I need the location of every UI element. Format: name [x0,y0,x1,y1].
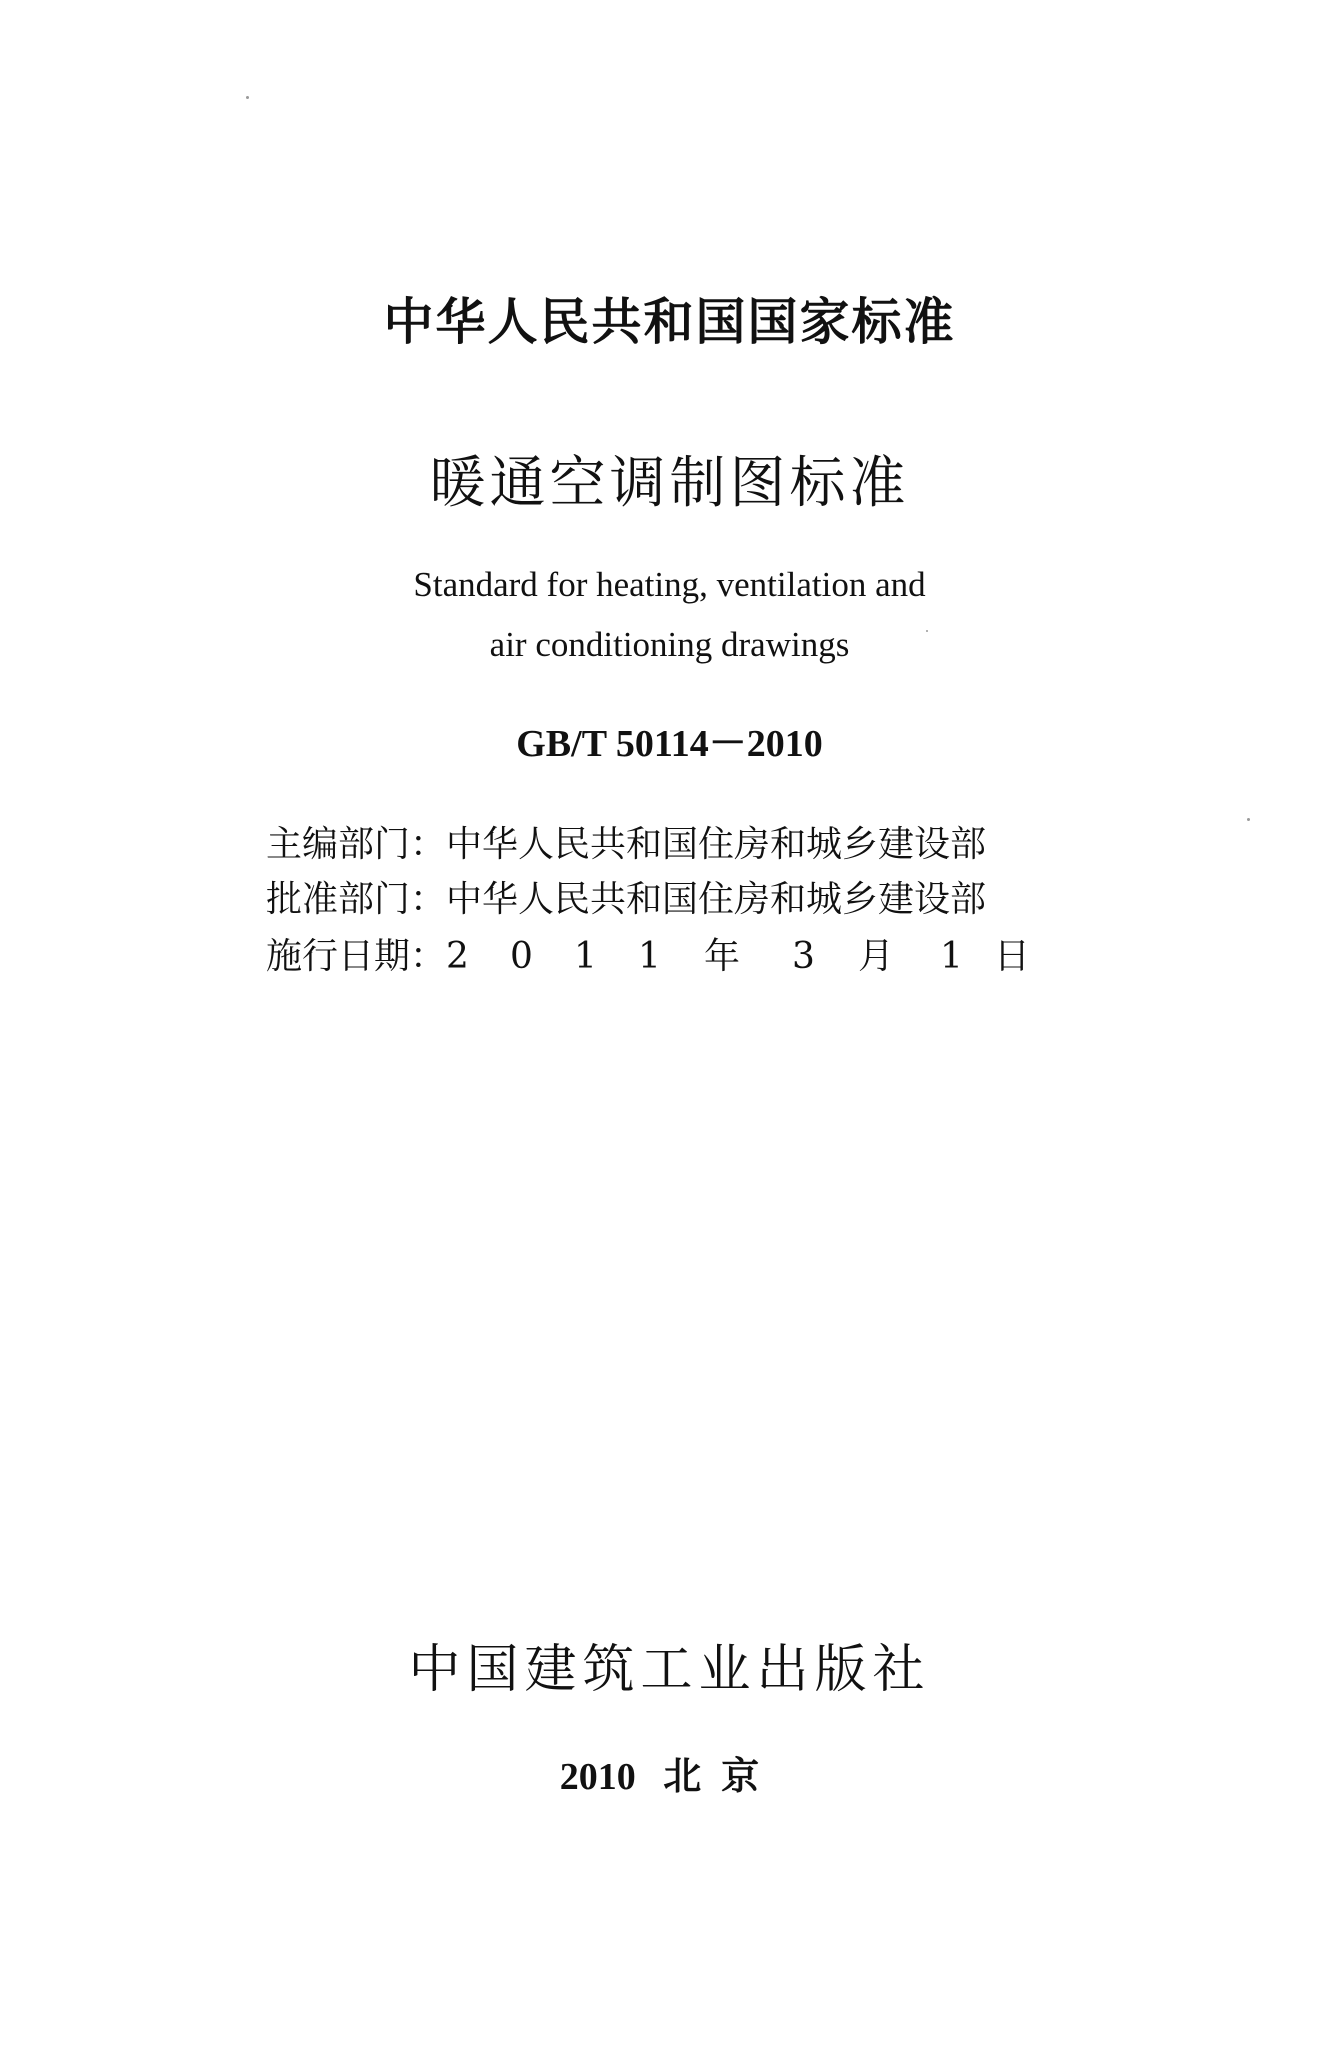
effective-date-char: 1 [940,936,963,977]
approver-department-label: 批准部门： [266,879,447,920]
effective-date-row [266,934,1066,980]
effective-date-char: 3 [792,936,815,977]
approver-department-row [266,877,1066,923]
effective-date-char: 2 [446,936,469,977]
approver-department-value: 中华人民共和国住房和城乡建设部 [446,879,987,920]
imprint [0,1752,1339,1801]
standard-title-english-line-2: air conditioning drawings [489,625,850,664]
standard-code: GB/T 50114－2010 [516,723,823,765]
effective-date-char: 1 [638,936,661,977]
publisher-name: 中国建筑工业出版社 [408,1640,931,1700]
effective-date-char: 1 [574,936,597,977]
scan-speck [926,630,928,632]
effective-date-char: 0 [510,936,533,977]
standard-title-chinese: 暖通空调制图标准 [429,451,910,516]
series-title: 中华人民共和国国家标准 [383,293,956,351]
effective-date-char: 年 [704,936,741,977]
standard-title-english-line-1: Standard for heating, ventilation and [413,565,926,604]
imprint-year: 2010 [559,1756,636,1798]
editor-department-row [266,822,1066,868]
effective-date-label: 施行日期： [266,936,447,977]
effective-date-char: 月 [858,936,895,977]
imprint-city: 北京 [663,1753,780,1798]
editor-department-label: 主编部门： [266,824,447,865]
scan-speck [1247,818,1250,821]
effective-date-char: 日 [994,936,1031,977]
scan-speck [246,96,249,99]
editor-department-value: 中华人民共和国住房和城乡建设部 [446,824,987,865]
effective-date-value [446,934,1036,980]
